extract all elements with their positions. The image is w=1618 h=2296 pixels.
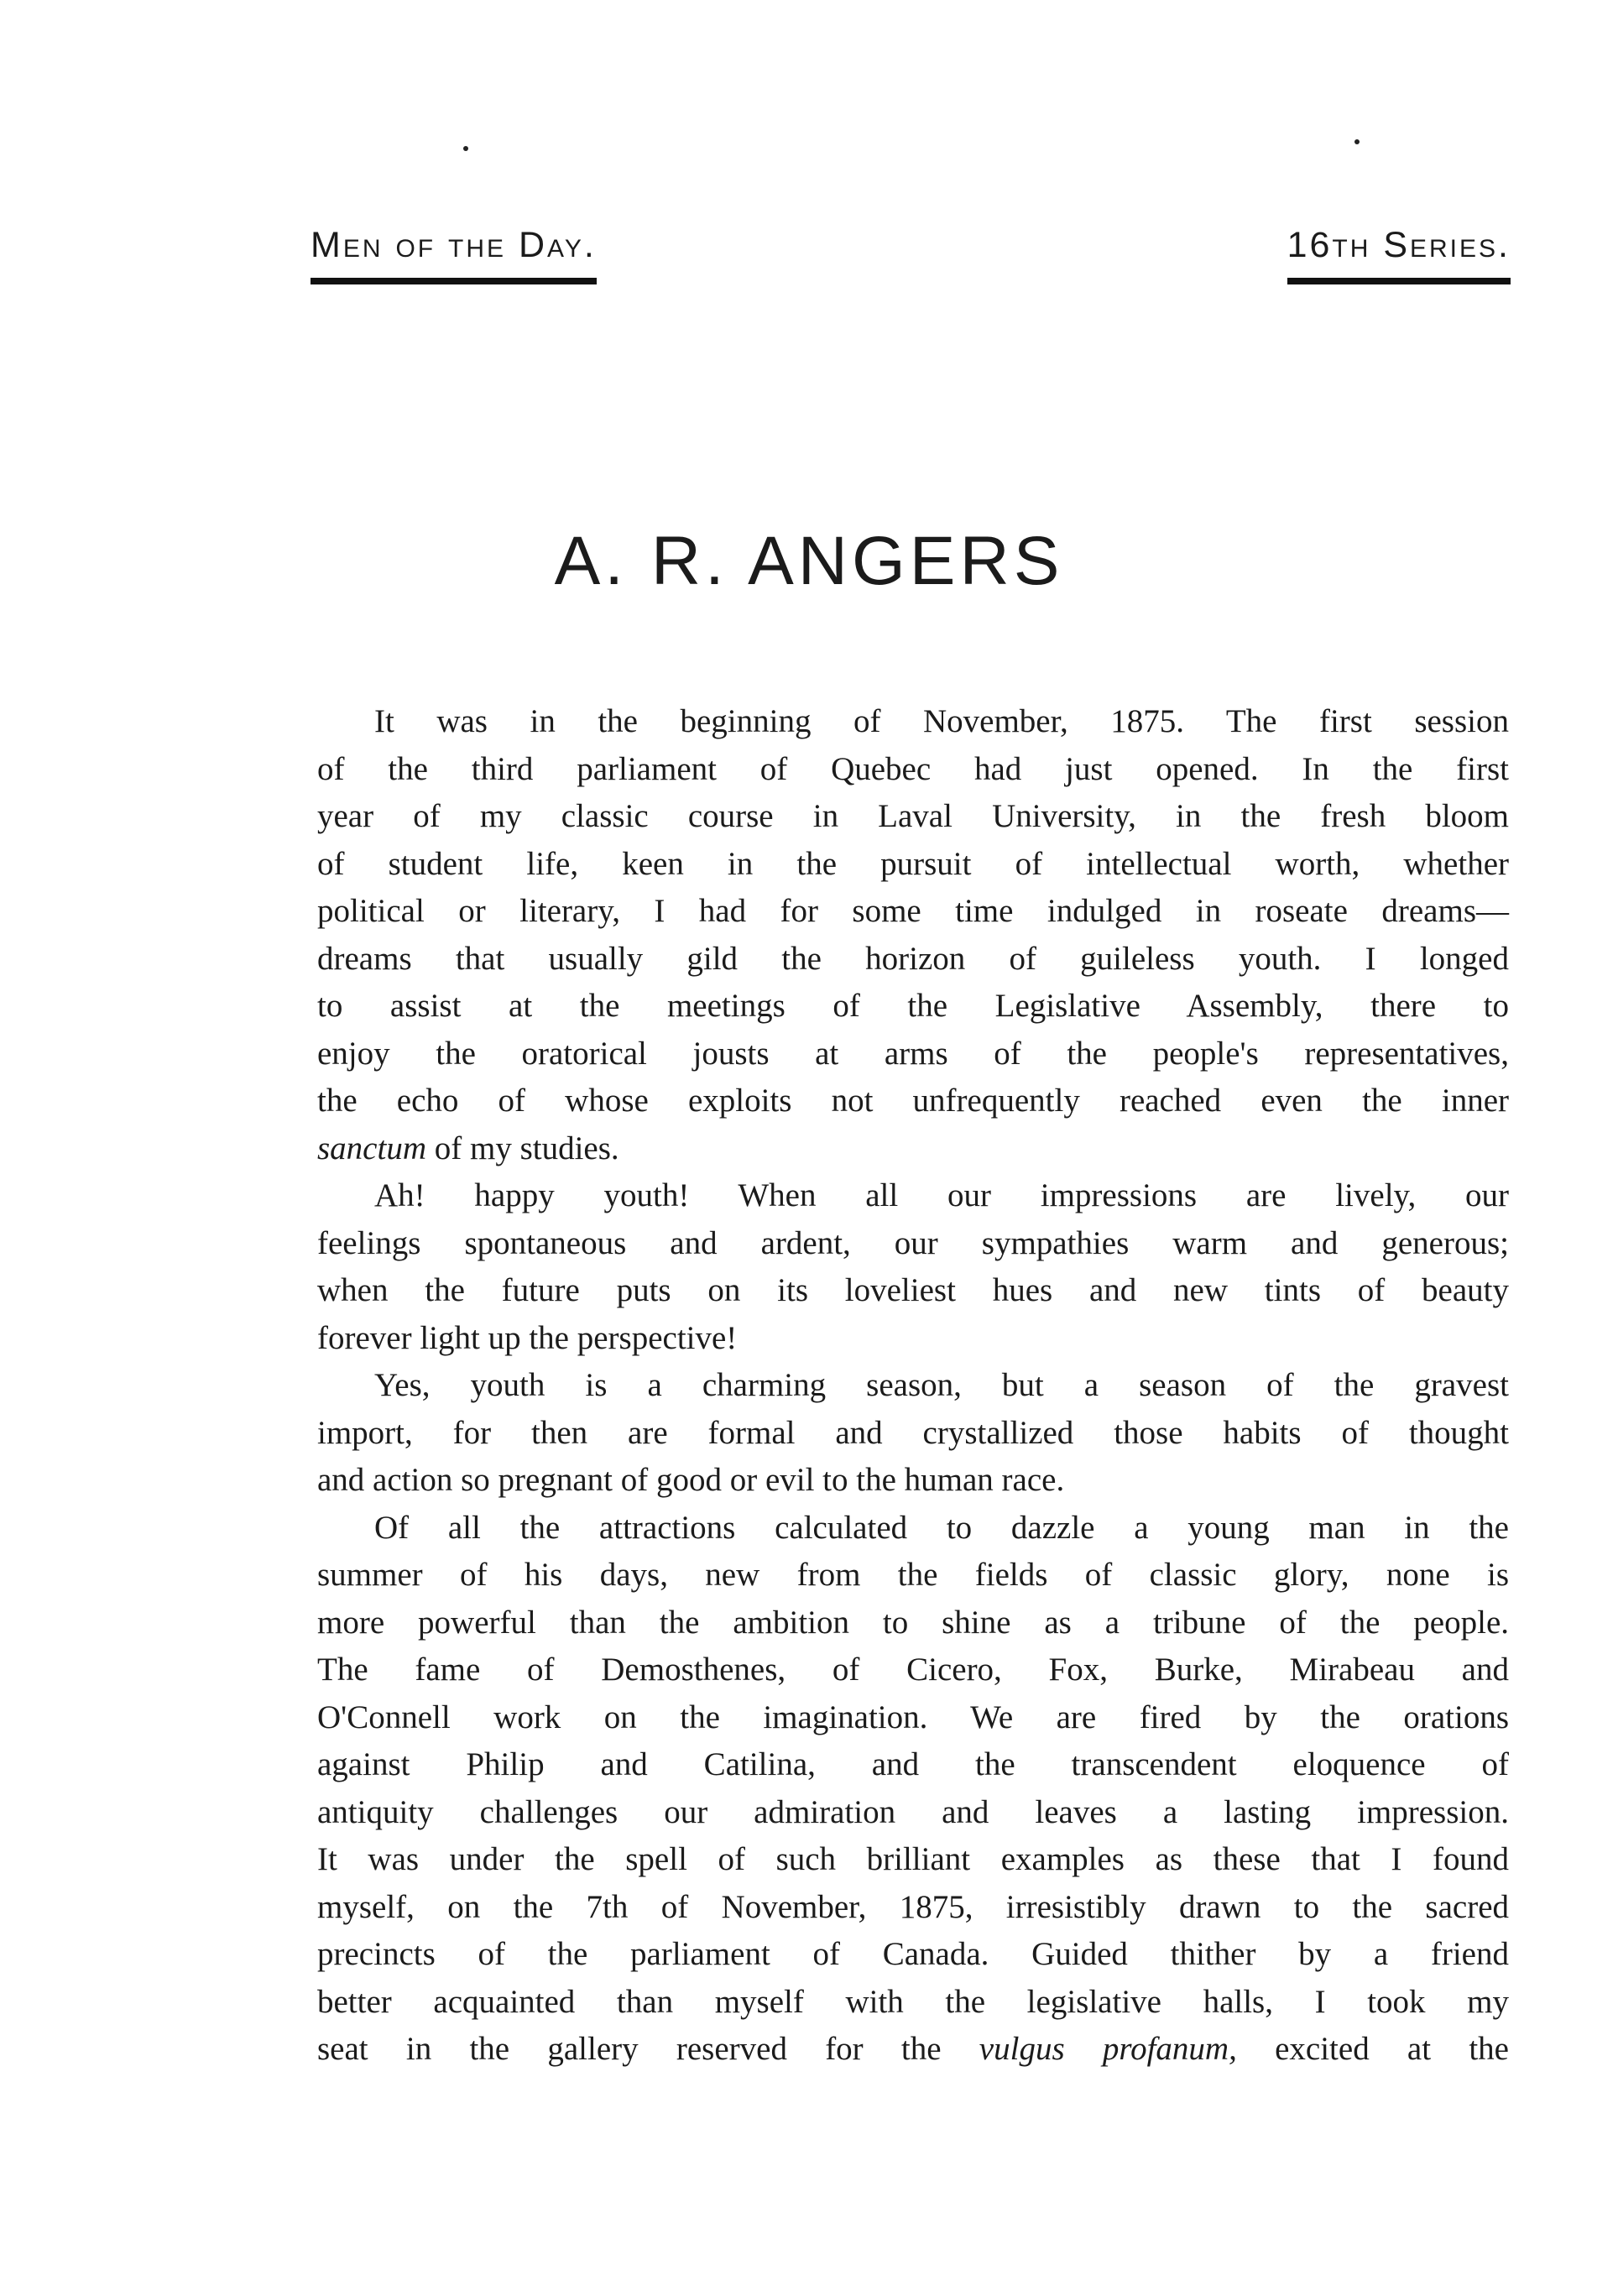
text-line: forever light up the perspective! — [317, 1319, 738, 1356]
text-line: Ah! happy youth! When all our impressions are lively, our — [374, 1177, 1509, 1213]
text-run: excited at the — [1236, 2031, 1509, 2067]
text-line: better acquainted than myself with the legislative halls, I took my — [317, 1983, 1509, 2020]
text-line: political or literary, I had for some time indulged in roseate dreams— — [317, 893, 1509, 929]
text-line: It was in the beginning of November, 1875. The first session — [374, 703, 1509, 739]
text-line: Of all the attractions calculated to dazzle a young man in the — [374, 1509, 1509, 1546]
text-line: precincts of the parliament of Canada. Guided thither by a friend — [317, 1936, 1509, 1972]
running-header-title: Men of the Day. — [311, 225, 597, 284]
text-line: when the future puts on its loveliest hues and new tints of beauty — [317, 1272, 1509, 1308]
text-line: It was under the spell of such brilliant examples as these that I found — [317, 1841, 1509, 1877]
italic-term: vulgus profanum, — [979, 2031, 1237, 2067]
text-line: antiquity challenges our admiration and leaves a lasting impression. — [317, 1793, 1509, 1830]
text-line: myself, on the 7th of November, 1875, irresistibly drawn to the sacred — [317, 1888, 1509, 1925]
print-speck — [463, 146, 468, 151]
text-line: more powerful than the ambition to shine as a tribune of the people. — [317, 1604, 1509, 1641]
article-title: A. R. ANGERS — [554, 523, 1064, 599]
italic-term: sanctum — [317, 1130, 426, 1166]
text-line: year of my classic course in Laval University, in the fresh bloom — [317, 798, 1509, 834]
text-line: feelings spontaneous and ardent, our sympathies warm and generous; — [317, 1224, 1509, 1261]
text-line: summer of his days, new from the fields of classic glory, none is — [317, 1557, 1509, 1593]
text-line: dreams that usually gild the horizon of guileless youth. I longed — [317, 940, 1509, 977]
print-speck — [1354, 139, 1360, 144]
running-header-series: 16th Series. — [1287, 225, 1511, 284]
text-line: against Philip and Catilina, and the transcendent eloquence of — [317, 1746, 1509, 1782]
text-line: to assist at the meetings of the Legislative Assembly, there to — [317, 988, 1509, 1024]
text-line: and action so pregnant of good or evil to the human race. — [317, 1462, 1065, 1498]
running-header — [311, 225, 1511, 317]
text-line: O'Connell work on the imagination. We are fired by the orations — [317, 1699, 1509, 1735]
text-line: enjoy the oratorical jousts at arms of the people's representatives, — [317, 1035, 1509, 1072]
text-line: Yes, youth is a charming season, but a season of the gravest — [374, 1367, 1509, 1403]
body-text — [317, 698, 1509, 2074]
text-line — [317, 2026, 1509, 2074]
text-line — [317, 1125, 1509, 1173]
text-run: of my studies. — [426, 1130, 619, 1166]
text-line: of student life, keen in the pursuit of intellectual worth, whether — [317, 845, 1509, 882]
text-run: seat in the gallery reserved for the — [317, 2031, 979, 2067]
text-line: import, for then are formal and crystallized those habits of thought — [317, 1414, 1509, 1451]
text-line: the echo of whose exploits not unfrequently reached even the inner — [317, 1083, 1509, 1119]
text-line: of the third parliament of Quebec had just opened. In the first — [317, 750, 1509, 787]
text-line: The fame of Demosthenes, of Cicero, Fox, Burke, Mirabeau and — [317, 1652, 1509, 1688]
